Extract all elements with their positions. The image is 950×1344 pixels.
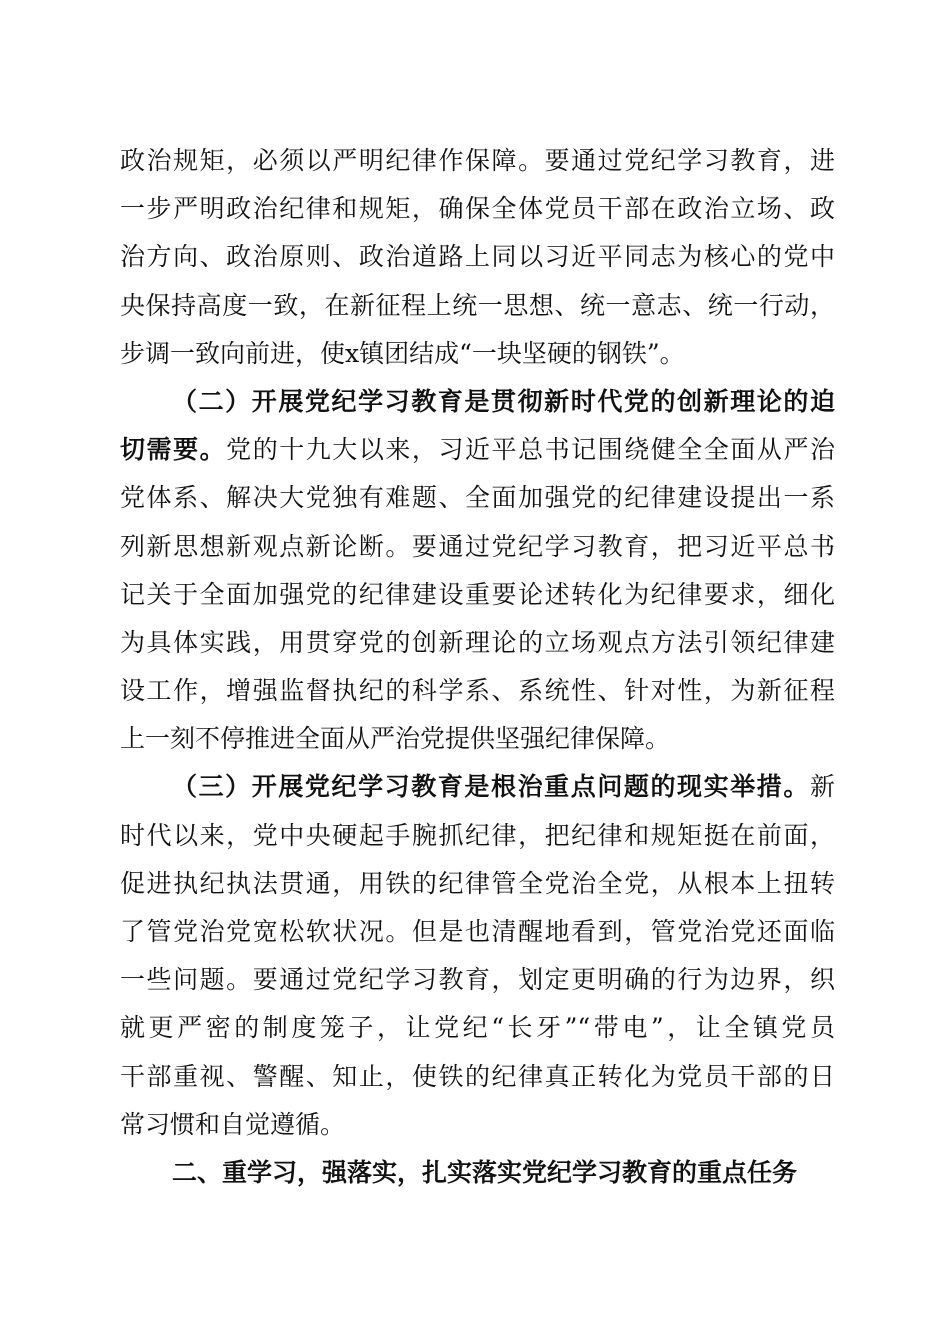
- body-text: [120, 137, 835, 1197]
- paragraph-3-line: 就更严密的制度笼子，让党纪“长牙”“带电”，让全镇党员: [120, 1013, 835, 1043]
- paragraph-2-bold-lead: （二）开展党纪学习教育是贯彻新时代党的创新理论的迫: [172, 386, 835, 416]
- paragraph-3-line: 一些问题。要通过党纪学习教育，划定更明确的行为边界，织: [120, 965, 835, 995]
- paragraph-3-line: 时代以来，党中央硬起手腕抓纪律，把纪律和规矩挺在前面，: [120, 820, 835, 850]
- paragraph-2-line: 设工作，增强监督执纪的科学系、系统性、针对性，为新征程: [120, 676, 835, 706]
- paragraph-2-line: 记关于全面加强党的纪律建设重要论述转化为纪律要求，细化: [120, 579, 835, 609]
- paragraph-3-rest: 新: [809, 772, 835, 802]
- section-heading: 二、重学习，强落实，扎实落实党纪学习教育的重点任务: [172, 1157, 798, 1187]
- paragraph-2-line: 上一刻不停推进全面从严治党提供坚强纪律保障。: [120, 724, 671, 754]
- paragraph-3-line: 常习惯和自觉遵循。: [120, 1109, 346, 1139]
- paragraph-2-bold-lead-end: 切需要。: [120, 435, 227, 465]
- paragraph-1-line: 一步严明政治纪律和规矩，确保全体党员干部在政治立场、政: [120, 194, 835, 224]
- paragraph-1-line: 步调一致向前进，使x镇团结成“一块坚硬的钢铁”。: [120, 338, 685, 368]
- paragraph-3-line: [120, 763, 835, 811]
- paragraph-2-rest: 党的十九大以来，习近平总书记围绕健全全面从严治: [226, 435, 835, 465]
- paragraph-2-line: 列新思想新观点新论断。要通过党纪学习教育，把习近平总书: [120, 531, 835, 561]
- paragraph-3-bold-lead: （三）开展党纪学习教育是根治重点问题的现实举措。: [172, 772, 810, 802]
- paragraph-3-line: 了管党治党宽松软状况。但是也清醒地看到，管党治党还面临: [120, 917, 835, 946]
- paragraph-1-line: 央保持高度一致，在新征程上统一思想、统一意志、统一行动，: [120, 290, 835, 320]
- paragraph-3-line: 促进执纪执法贯通，用铁的纪律管全党治全党，从根本上扭转: [120, 868, 835, 898]
- paragraph-1-line: 政治规矩，必须以严明纪律作保障。要通过党纪学习教育，进: [120, 146, 835, 175]
- paragraph-2-line: [120, 426, 835, 474]
- paragraph-3-line: 干部重视、警醒、知止，使铁的纪律真正转化为党员干部的日: [120, 1061, 835, 1091]
- paragraph-2-line: 为具体实践，用贯穿党的创新理论的立场观点方法引领纪律建: [120, 627, 835, 657]
- paragraph-1-line: 治方向、政治原则、政治道路上同以习近平同志为核心的党中: [120, 242, 835, 272]
- paragraph-2-line: 党体系、解决大党独有难题、全面加强党的纪律建设提出一系: [120, 483, 835, 513]
